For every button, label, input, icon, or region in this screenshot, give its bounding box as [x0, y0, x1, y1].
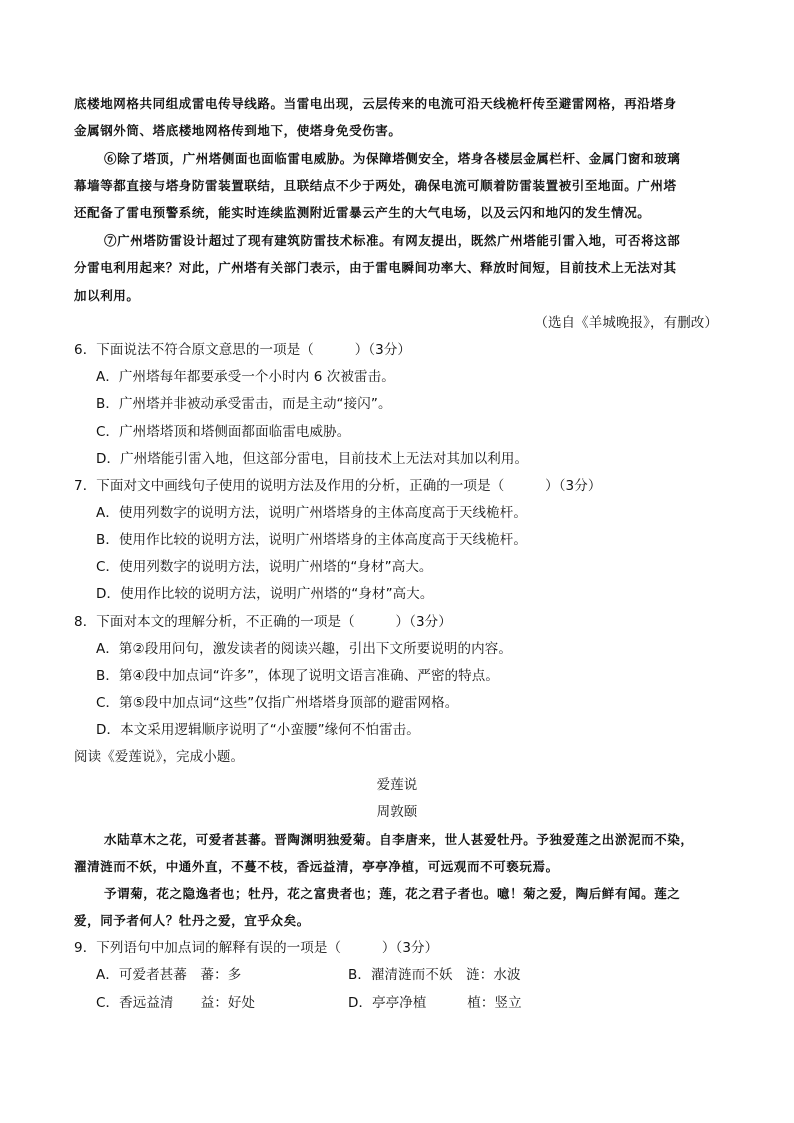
article-source: （选自《羊城晚报》，有删改）: [534, 315, 718, 331]
question-6-option-c: C．广州塔塔顶和塔侧面都面临雷电威胁。: [96, 424, 351, 440]
reading-line: 爱，同予者何人？牡丹之爱，宜乎众矣。: [74, 913, 310, 928]
question-8-option-d: D．本文采用逻辑顺序说明了“小蛮腰”缘何不怕雷击。: [96, 722, 420, 738]
question-7-option-b: B．使用作比较的说明方法，说明广州塔塔身的主体高度高于天线桅杆。: [96, 532, 527, 548]
article-line: 幕墙等都直接与塔身防雷装置联结，且联结点不少于两处，确保电流可顺着防雷装置被引至地面。广州塔: [74, 178, 677, 193]
question-8-option-a: A．第②段用问句，激发读者的阅读兴趣，引出下文所要说明的内容。: [96, 641, 512, 657]
question-6-option-d: D．广州塔能引雷入地，但这部分雷电，目前技术上无法对其加以利用。: [96, 451, 529, 467]
reading-line: 濯清涟而不妖，中通外直，不蔓不枝，香远益清，亭亭净植，可远观而不可亵玩焉。: [74, 859, 559, 874]
question-8-option-c: C．第⑤段中加点词“这些”仅指广州塔塔身顶部的避雷网格。: [96, 695, 459, 711]
question-7-stem: 7．下面对文中画线句子使用的说明方法及作用的分析，正确的一项是（ ）（3分）: [74, 478, 602, 494]
question-7-option-a: A．使用列数字的说明方法，说明广州塔塔身的主体高度高于天线桅杆。: [96, 505, 527, 521]
article-line: 还配备了雷电预警系统，能实时连续监测附近雷暴云产生的大气电场，以及云闪和地闪的发生情况。: [74, 205, 651, 220]
question-9-option-a: A．可爱者甚蕃 蕃：多: [96, 967, 242, 983]
reading-intro: 阅读《爱莲说》，完成小题。: [74, 749, 245, 765]
article-line: 加以利用。: [74, 288, 140, 303]
reading-paragraph-1: 水陆草木之花，可爱者甚蕃。晋陶渊明独爱菊。自李唐来，世人甚爱牡丹。予独爱莲之出淤泥而不染，: [104, 832, 694, 847]
reading-author: 周敦颐: [376, 804, 418, 820]
question-9-stem: 9．下列语句中加点词的解释有误的一项是（ ）（3分）: [74, 940, 439, 956]
reading-paragraph-2: 予谓菊，花之隐逸者也；牡丹，花之富贵者也；莲，花之君子者也。噫！菊之爱，陶后鲜有闻。莲之: [104, 886, 681, 901]
question-6-option-b: B．广州塔并非被动承受雷击，而是主动“接闪”。: [96, 396, 392, 412]
article-paragraph-6: ⑥除了塔顶，广州塔侧面也面临雷电威胁。为保障塔侧安全，塔身各楼层金属栏杆、金属门窗和玻璃: [104, 151, 681, 166]
question-6-option-a: A．广州塔每年都要承受一个小时内 6 次被雷击。: [96, 369, 395, 385]
article-line: 分雷电利用起来？对此，广州塔有关部门表示，由于雷电瞬间功率大、释放时间短，目前技术上无法对其: [74, 260, 677, 275]
question-7-option-c: C．使用列数字的说明方法，说明广州塔的“身材”高大。: [96, 559, 433, 575]
question-7-option-d: D．使用作比较的说明方法，说明广州塔的“身材”高大。: [96, 586, 434, 602]
question-6-stem: 6．下面说法不符合原文意思的一项是（ ）（3分）: [74, 342, 412, 358]
article-line: 底楼地网格共同组成雷电传导线路。当雷电出现，云层传来的电流可沿天线桅杆传至避雷网格，再沿塔身: [74, 96, 677, 111]
question-9-option-d: D．亭亭净植 植：竖立: [348, 995, 522, 1011]
question-8-stem: 8．下面对本文的理解分析，不正确的一项是（ ）（3分）: [74, 614, 452, 630]
question-9-option-c: C．香远益清 益：好处: [96, 995, 256, 1011]
question-9-option-b: B．濯清涟而不妖 涟：水波: [348, 967, 521, 983]
article-paragraph-7: ⑦广州塔防雷设计超过了现有建筑防雷技术标准。有网友提出，既然广州塔能引雷入地，可否将这部: [104, 233, 681, 248]
article-line: 金属钢外筒、塔底楼地网格传到地下，使塔身免受伤害。: [74, 123, 402, 138]
reading-title: 爱莲说: [376, 777, 418, 793]
question-8-option-b: B．第④段中加点词“许多”，体现了说明文语言准确、严密的特点。: [96, 668, 499, 684]
